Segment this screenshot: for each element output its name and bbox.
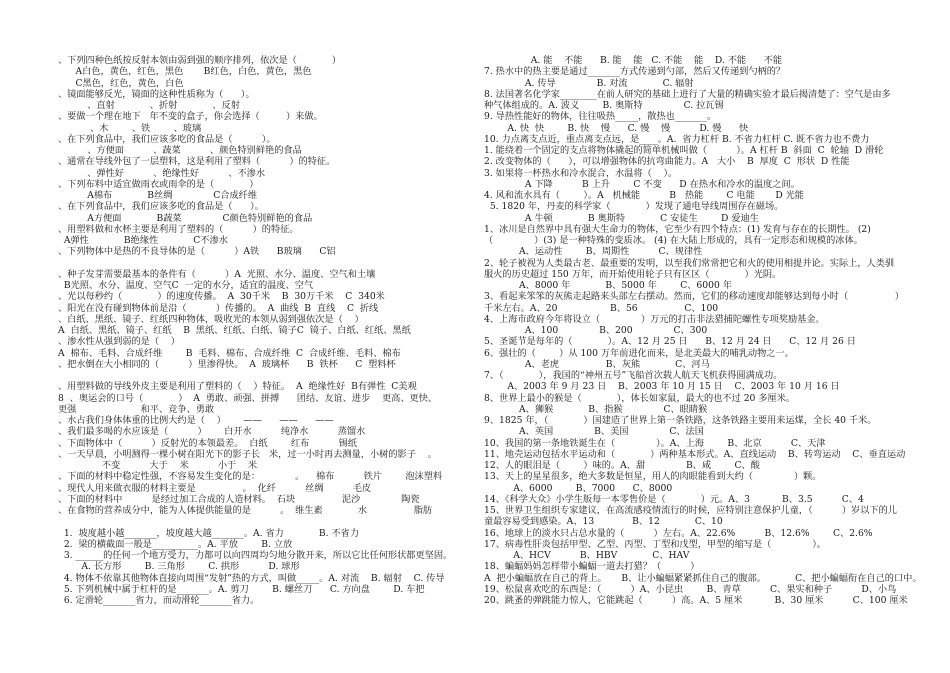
- question-line: A 下降 B 上升 C 不变 D 在热水和冷水的温度之间。: [484, 178, 800, 190]
- question-line: 15、世界卫生组织专家建议，在高流感疫情流行的时候，应特别注意保护儿童，（ ）岁以下的儿: [484, 505, 897, 516]
- question-line: A、8000 年 B、5000 年 C、6000 年: [484, 280, 732, 291]
- question-line: 6. 定滑轮_______省力，而动滑轮_______省力。: [58, 595, 260, 606]
- question-line: 18、蝙蝠妈妈怎样带小蝙蝠一道去打猎？（ ）: [484, 561, 700, 573]
- question-line: 12、人的眼泪是（ ）味的。A、甜 B、咸 C、酸: [484, 460, 760, 471]
- question-line: 更强 和平、竞争、勇敢: [58, 403, 215, 415]
- question-line: （ ）(3) 是一种特殊的变质冰。 (4) 在大陆上形成的，具有一定形态和规模的冰体。: [484, 235, 863, 246]
- question-line: 3. 如果将一杯热水和冷水混合，水温将（ ）。: [484, 167, 678, 179]
- question-line: 4. 风和流水具有（ ）。A 机械能 B 热能 C 电能 D 光能: [484, 190, 804, 201]
- question-line: A、英国 B、美国 C、法国: [484, 426, 704, 438]
- left-column: [58, 0, 482, 606]
- question-line: 、用塑料做和水杯主要是利用了塑料的（ ）的特征。: [58, 223, 299, 235]
- question-line: 8、世界上最小的猴是（ ），体长如家鼠，最大的也不过 20 多厘米。: [484, 392, 796, 404]
- question-line: C黑色，红色，黄色，白色: [58, 77, 184, 89]
- right-column: [484, 0, 924, 606]
- question-line: 童最容易受到感染。A、13 B、12 C、10: [484, 516, 723, 528]
- question-line: A 牛顿 B 奥斯特 C 安徒生 D 爱迪生: [484, 212, 759, 224]
- question-line: 10、我国的第一条地铁诞生在（ ）。A、上海 B、北京 C、天津: [484, 437, 826, 449]
- question-line: 、在下列食品中，我们应该多吃的食品是（ ）。: [58, 133, 276, 145]
- question-line: 千米左右。A、20 B、56 C、100: [484, 302, 719, 314]
- question-line: 5. 下列机械中属于杠杆的是_______。A. 剪刀 B. 螺丝刀 C. 方向盘 D. 车把: [58, 583, 425, 595]
- question-line: 1. 能绕着一个固定的支点将物体撬起的简单机械叫做（ ）。A 杠杆 B 斜面 C 轮轴 D 滑轮: [484, 145, 884, 156]
- question-line: A 把小蝙蝠放在自己的背上。 B、让小蝙蝠紧紧抓住自己的腹部。 C、把小蝙蝠衔在自己的口中。: [484, 572, 922, 584]
- question-line: 、下列四种色纸按反射本领由弱到强的顺序排列，依次是（ ）: [58, 55, 342, 66]
- question-line: 、直射 、折射 、反射: [58, 100, 240, 111]
- question-line: 1. 坡度越小越_______，坡度越大越_______。A. 省力 B. 不省力: [58, 527, 360, 539]
- question-line: 、在食物的营养成分中，能为人体提供能量的是 。 维生素 水 脂肪: [58, 505, 433, 516]
- question-line: 5. 1820 年，丹麦的科学家（ ）发现了通电导线周围存在磁场。: [484, 201, 784, 213]
- question-line: 、光以每秒约（ ）的速度传播。 A 30千米 B 30万千米 C 340米: [58, 291, 385, 303]
- question-line: 、在下列食品中，我们应该多吃的食品是（ ）。: [58, 201, 264, 213]
- blank-line: [58, 370, 482, 381]
- question-line: 、下面的材料中稳定性强，不容易发生变化的是： 。 棉布 铁片 泡沫塑料: [58, 471, 443, 483]
- question-line: A、狮猴 B、指猴 C、眼睛猴: [484, 403, 708, 415]
- question-line: A. 能 不能 B. 能 能 C. 不能 能 D. 不能 不能: [484, 55, 783, 66]
- question-line: 、阳光在没有碰到物体前是沿（ ）传播的。 A 曲线 B 直线 C 折线: [58, 302, 379, 314]
- question-line: 6、强壮的（ ）从 100 万年前进化而来，是北美最大的哺乳动物之一。: [484, 347, 794, 359]
- question-line: 、下面物体中（ ）反射光的本领最差。 白纸 红布 锡纸: [58, 437, 357, 449]
- question-line: A白色，黄色，红色，黑色 B红色，白色，黄色，黑色: [58, 66, 312, 78]
- question-line: A. 传导 B. 对流 C. 辐射: [484, 77, 694, 89]
- question-line: 、把水倒在大小相同的（ ）里渗得快。 A 玻璃杯 B 铁杯 C 塑料杯: [58, 358, 396, 370]
- question-line: 、要做一个理在地下 年不变的盒子，你会选择（ ）来做。: [58, 111, 323, 123]
- question-line: 19、松鼠喜欢吃的东西是：（ ）A、小昆虫 B、青草 C、果实和种子 D、小鸟: [484, 583, 897, 595]
- question-line: 2. 梁的横截面一般是__________。A. 平放 B. 立放: [58, 538, 293, 550]
- question-line: 种气体组成的。A. 波义 B. 奥斯特 C. 拉瓦锡: [484, 100, 724, 111]
- question-line: 、一天早晨，小明测得一棵小树在阳光下的影子长 米，过一小时再去测量，小树的影子 。: [58, 448, 437, 460]
- question-line: 、弹性好 、绝缘性好 、不渗水: [58, 167, 266, 179]
- question-line: 服火的历史超过 150 万年，而开始使用轮子只有区区（ ）光阴。: [484, 268, 782, 280]
- question-line: A 棉布、毛料、合成纤维 B 毛料、棉布、合成纤维 C 合成纤维、毛料、棉布: [58, 347, 401, 359]
- question-line: 、下面的材料中 是经过加工合成的人造材料。 石块 泥沙 陶瓷: [58, 493, 420, 505]
- question-line: 3、看起来笨笨的灰熊走起路来头部左右摆动。然而，它们的移动速度却能够达到每小时（ ）: [484, 291, 905, 303]
- question-line: A棉布 B丝绸 C合成纤维: [58, 190, 258, 201]
- question-line: 、种子发芽需要最基本的条件有（ ）A 光照、水分、温度、空气和土壤: [58, 268, 376, 280]
- question-line: 2. 改变物体的（ ），可以增强物体的抗弯曲能力。A 大小 B 厚度 C 形状 D 性能: [484, 156, 850, 168]
- question-line: 11、地壳运动包括水平运动和（ ）两种基本形式。A、直线运动 B、转弯运动 C、垂直运动: [484, 448, 906, 460]
- question-line: 、渗水性从强到弱的是（ ）: [58, 336, 180, 348]
- question-line: A弹性 B绝缘性 C不渗水: [58, 235, 228, 246]
- question-line: 、通常在导线外包了一层塑料，这是利用了塑料（ ）的特征。: [58, 156, 336, 168]
- question-line: 3. ______的任何一个地方受力，力都可以向四周均匀地分散开来，所以它比任何形状都更坚固。: [58, 550, 453, 561]
- blank-line: [58, 516, 482, 527]
- question-line: 8. 法国著名化学家________在前人研究的基础上进行了大量的精确实验才最后揭清楚了：空气是由多: [484, 88, 891, 100]
- question-line: 、我们最多喝的水应该是（ ） 白开水 纯净水 蒸馏水: [58, 426, 366, 438]
- question-line: 16、地球上的淡水只占总水量的（ ）左右。A、22.6% B、12.6% C、2.6%: [484, 527, 873, 539]
- question-line: 、水占我们身体体重的比例大约是（ ） —— —— ——: [58, 415, 334, 426]
- question-line: 、用塑料做的导线外皮主要是利用了塑料的（ ）特征。 A 绝缘性好 B有弹性 C美观: [58, 381, 417, 393]
- question-line: A、6000 B、7000 C、8000: [484, 482, 673, 494]
- question-line: 、下列物体中是热的不良导体的是（ ）A铁 B玻璃 C铝: [58, 246, 336, 258]
- question-line: 20、跳蚤的弹跳能力惊人，它能跳起（ ）高。A、5 厘米 B、30 厘米 C、100 厘米: [484, 595, 908, 606]
- question-line: A、老虎 B、灰熊 C、河马: [484, 358, 710, 370]
- question-line: 、镜面能够反光，镜面的这种性质称为（ ）。: [58, 88, 255, 100]
- question-line: 17、病毒性肝炎包括甲型、乙型、丙型、丁型和戊型，甲型的缩写是（ ）。: [484, 538, 826, 550]
- question-line: 9. 导热性能好的物体，往往吸热_____，散热也_______。: [484, 111, 717, 123]
- question-line: 14、《科学大众》小学生版每一本零售价是（ ）元。A、3 B、3.5 C、4: [484, 493, 864, 505]
- question-line: 4、上海市政府今年将设立（ ）万元的打击非法猎捕陀螺性专项奖励基金。: [484, 313, 825, 325]
- question-line: 10. 力点离支点近，重点离支点远，是____。A. 省力杠杆 B. 不省力杠杆 C. 既不省力也不费力: [484, 133, 870, 145]
- question-line: A. 快 快 B. 快 慢 C. 慢 慢 D. 慢 快: [484, 122, 749, 134]
- question-line: 9、1825 年，（ ）国建造了世界上第一条铁路，这条铁路主要用来运煤，全长 40 千米。: [484, 415, 877, 426]
- question-line: A、100 B、200 C、300: [484, 325, 708, 336]
- question-line: A、HCV B、HBV C、HAV: [484, 550, 690, 561]
- question-line: 不变 大于 米 小于 米: [58, 460, 258, 471]
- question-line: 、方便面 、蔬菜 、颜色特别鲜艳的食品: [58, 145, 302, 156]
- question-line: 7、（ ），我国的“神州五号”飞船首次载人航天飞机获得圆满成功。: [484, 370, 783, 381]
- question-line: A方便面 B蔬菜 C颜色特别鲜艳的食品: [58, 212, 313, 224]
- question-line: 1、冰川是自然界中具有强大生命力的物体，它至少有四个特点：(1) 发育与存在的长期性。 (2): [484, 223, 871, 235]
- question-line: B光照、水分、温度、空气C 一定的水分，适宜的温度、空气: [58, 280, 314, 291]
- question-line: A、2003 年 9 月 23 日 B、2003 年 10 月 15 日 C、2003 年 10 月 16 日: [484, 381, 840, 393]
- question-line: A、运动性 B、周期性 C、规律性: [484, 246, 703, 258]
- question-line: 2、轮子被视为人类最古老、最重要的发明，以至我们常常把它和火的使用相提并论。实际上，人类驯: [484, 257, 895, 269]
- question-line: 8 、奥运会的口号（ ） A 勇敢、顽强、拼搏 团结、友谊、进步 更高、更快、: [58, 392, 438, 404]
- question-line: 、木 、铁 、玻璃: [58, 122, 202, 134]
- question-line: 13、天上的星星很多，绝大多数是恒星，用人的肉眼能看到大约（ ）颗。: [484, 471, 822, 483]
- question-line: A 白纸、黑纸、镜子、红纸 B 黑纸、红纸、白纸、镜子C 镜子、白纸、红纸、黑纸: [58, 325, 411, 336]
- blank-line: [58, 258, 482, 269]
- question-line: 、白纸、黑纸、镜子、红纸四种物体，吸收光的本领从弱到强依次是（ ）: [58, 313, 364, 325]
- question-line: 、下列布料中适宜做雨衣或雨伞的是（ ）: [58, 178, 259, 190]
- question-line: 5、圣诞节是每年的（ ）。A、12 月 25 日 B、12 月 24 日 C、12 月 26 日: [484, 336, 856, 348]
- question-line: 、现代人用来做衣服的材料主要是 。 化纤 丝绸 毛皮: [58, 482, 372, 494]
- question-line: A. 长方形 B. 三角形 C. 拱形 D. 球形: [58, 561, 300, 573]
- question-line: 7. 热水中的热主要是通过_______方式传递到勺部，然后又传递到勺柄的？: [484, 66, 786, 78]
- question-line: 4. 物体不依靠其他物体直接向周围“发射”热的方式，叫做_____。A. 对流 B. 辐射 C. 传导: [58, 572, 445, 584]
